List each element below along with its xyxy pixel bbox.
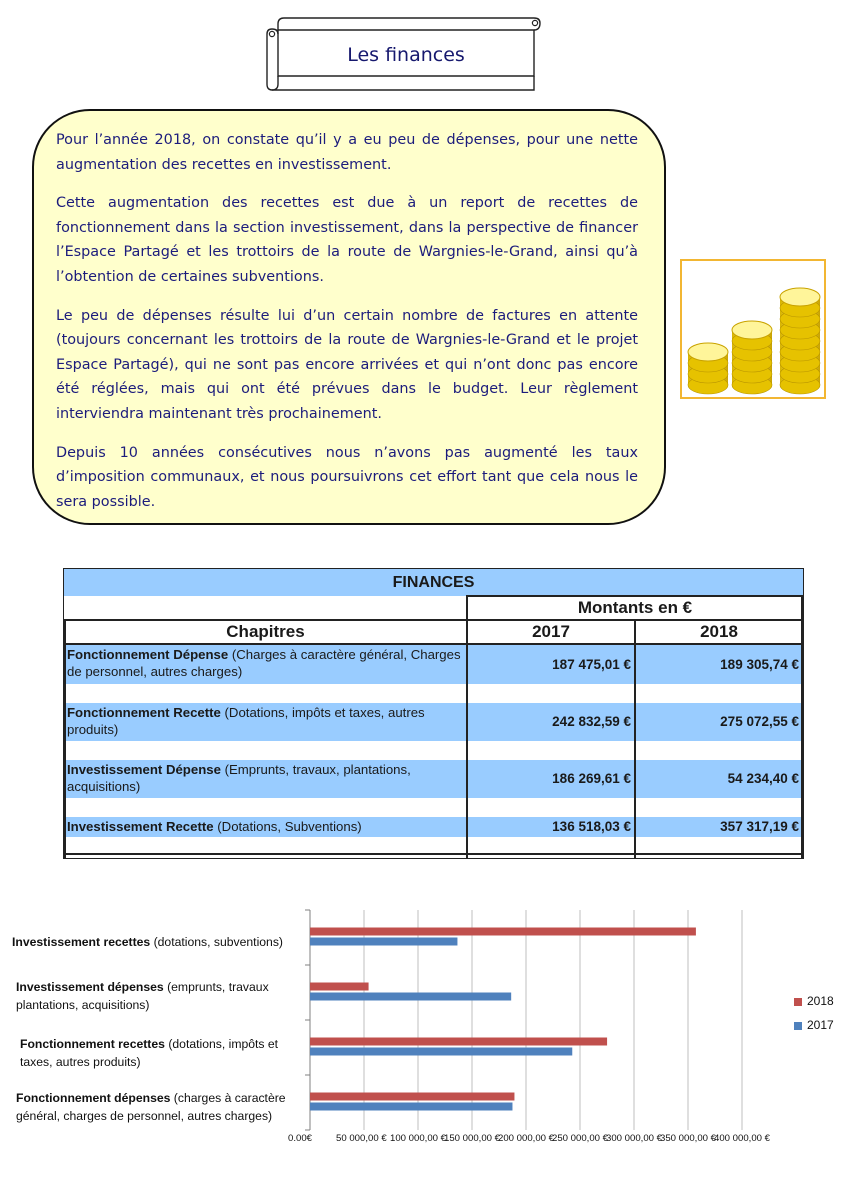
table-row-label: Fonctionnement Recette (Dotations, impôts et taxes, autres produits) — [64, 703, 467, 741]
year-header-2017: 2017 — [532, 622, 570, 641]
intro-text — [56, 128, 638, 528]
finance-table — [63, 568, 804, 859]
bar-2017-2 — [310, 993, 511, 1001]
table-rule — [64, 853, 803, 855]
chapters-header: Chapitres — [226, 622, 305, 641]
table-rule — [64, 619, 803, 621]
title-scroll — [264, 14, 542, 92]
table-cell-2017: 186 269,61 € — [467, 760, 635, 798]
legend-swatch-2017 — [794, 1022, 802, 1030]
table-title: FINANCES — [64, 569, 803, 596]
legend-item-2017: 2017 — [794, 1018, 834, 1032]
bar-2018-1 — [310, 928, 696, 936]
finance-chart — [0, 880, 848, 1200]
year-header-2018: 2018 — [700, 622, 738, 641]
bar-2018-4 — [310, 1093, 514, 1101]
table-rule — [64, 643, 803, 645]
x-tick-label: 50 000,00 € — [336, 1133, 387, 1144]
table-cell-2017: 242 832,59 € — [467, 703, 635, 741]
x-tick-label: 200 000,00 € — [498, 1133, 555, 1144]
paragraph-4: Depuis 10 années consécutives nous n’avons pas augmenté les taux d’imposition communaux, et nous poursuivrons cet effort tant que cela nous le sera possible. — [56, 444, 638, 510]
x-tick-label: 100 000,00 € — [390, 1133, 447, 1144]
paragraph-2: Cette augmentation des recettes est due à un report de recettes de fonctionnement dans la section investissement, dans la perspective de financer l’Espace Partagé et les trottoirs de la route de Wargnies-le-Grand, ainsi qu’à l’obtention de certaines subventions. — [56, 195, 638, 285]
category-label: Fonctionnement recettes (dotations, impôts et taxes, autres produits) — [20, 1037, 279, 1069]
x-tick-label: 300 000,00 € — [606, 1133, 663, 1144]
table-cell-2018: 275 072,55 € — [635, 703, 803, 741]
x-tick-label: 400 000,00 € — [714, 1133, 771, 1144]
table-cell-2018: 189 305,74 € — [635, 645, 803, 684]
table-cell-2018: 357 317,19 € — [635, 817, 803, 837]
legend-item-2018: 2018 — [794, 994, 834, 1008]
bar-2017-3 — [310, 1048, 572, 1056]
table-cell-2017: 136 518,03 € — [467, 817, 635, 837]
paragraph-3: Le peu de dépenses résulte lui d’un certain nombre de factures en attente (toujours concernant les trottoirs de la route de Wargnies-le-Grand et le projet Espace Partagé), qui ne sont pas encore arrivées et qui n’ont donc pas encore été réglées, mais qui ont été prévues dans le budget. Leur règlement interviendra maintenant très prochainement. — [56, 307, 638, 422]
table-cell-2017: 187 475,01 € — [467, 645, 635, 684]
table-rule — [801, 595, 803, 858]
bar-2017-1 — [310, 938, 457, 946]
gold-coin-stacks-icon — [682, 261, 824, 397]
table-row-label: Fonctionnement Dépense (Charges à caractère général, Charges de personnel, autres charges) — [64, 645, 467, 684]
table-rule — [467, 595, 803, 597]
bar-2018-2 — [310, 983, 369, 991]
amounts-header: Montants en € — [577, 598, 693, 617]
category-label: Investissement recettes (dotations, subventions) — [12, 935, 283, 949]
x-tick-label: 0.00€ — [288, 1133, 313, 1144]
paragraph-1: Pour l’année 2018, on constate qu’il y a eu peu de dépenses, pour une nette augmentation des recettes en investissement. — [56, 132, 638, 173]
bar-2017-4 — [310, 1103, 512, 1111]
bar-2018-3 — [310, 1038, 607, 1046]
table-row-label: Investissement Recette (Dotations, Subventions) — [64, 817, 467, 837]
table-rule — [466, 595, 468, 858]
category-label: Investissement dépenses (emprunts, travaux plantations, acquisitions) — [16, 980, 269, 1012]
x-tick-label: 250 000,00 € — [552, 1133, 609, 1144]
table-rule — [64, 619, 66, 858]
x-tick-label: 150 000,00 € — [444, 1133, 501, 1144]
page-title: Les finances — [347, 44, 465, 66]
table-row-label: Investissement Dépense (Emprunts, travaux, plantations, acquisitions) — [64, 760, 467, 798]
table-rule — [634, 619, 636, 858]
coins-picture — [680, 259, 826, 399]
category-label: Fonctionnement dépenses (charges à caractère général, charges de personnel, autres charges) — [16, 1091, 286, 1123]
legend-swatch-2018 — [794, 998, 802, 1006]
table-cell-2018: 54 234,40 € — [635, 760, 803, 798]
x-tick-label: 350 000,00 € — [660, 1133, 717, 1144]
